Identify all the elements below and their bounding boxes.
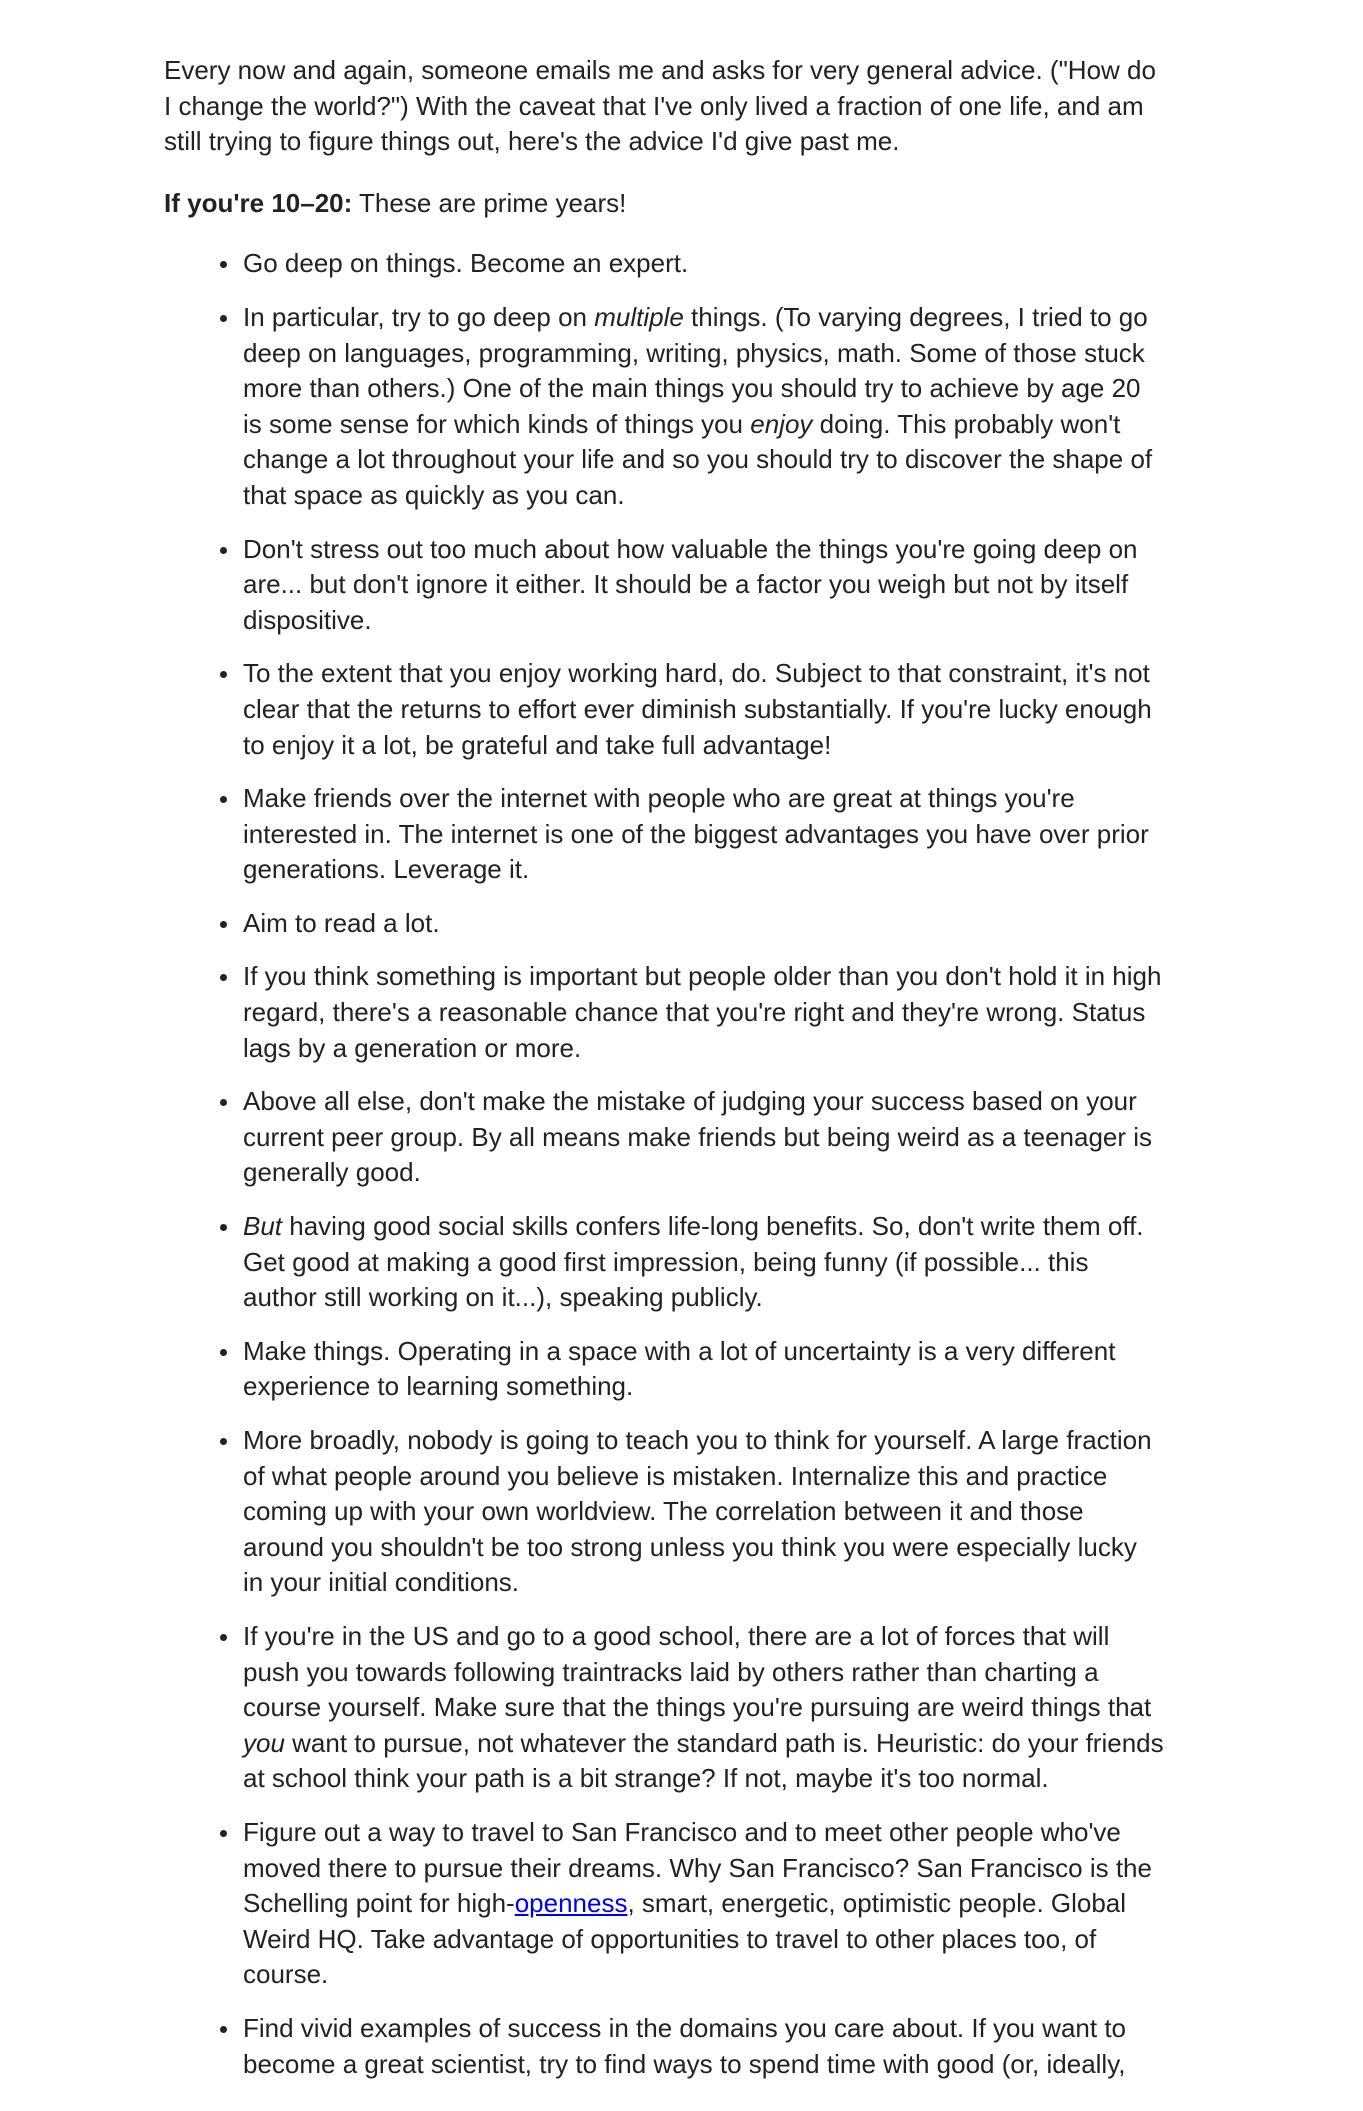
section-subheading: These are prime years!	[352, 187, 627, 218]
advice-item	[243, 1209, 1164, 1316]
item-text: Figure out a way to travel to San Francisco and to meet other people who've moved there to pursue their dreams. Why San Francisco? San Francisco is the Schelling point for high-	[243, 1816, 1152, 1919]
item-text: Find vivid examples of success in the domains you care about. If you want to become a great scientist, try to find ways to spend time with good (or, ideally,	[243, 2012, 1127, 2079]
emphasized-text: enjoy	[750, 408, 813, 439]
item-text: having good social skills confers life-long benefits. So, don't write them off. Get good at making a good first impression, being funny (if possible... this author still working on it...), speaking publicly.	[243, 1211, 1144, 1313]
emphasized-text: multiple	[594, 301, 684, 332]
item-text: Aim to read a lot.	[243, 907, 440, 938]
advice-item	[243, 906, 1164, 942]
item-text: Make friends over the internet with people who are great at things you're interested in. The internet is one of the biggest advantages you have over prior generations. Leverage it.	[243, 783, 1149, 885]
item-text: Above all else, don't make the mistake of judging your success based on your current peer group. By all means make friends but being weird as a teenager is generally good.	[243, 1086, 1153, 1188]
item-text: If you're in the US and go to a good school, there are a lot of forces that will push you towards following traintracks laid by others rather than charting a course yourself. Make sure that the things you're pursuing are weird things that	[243, 1620, 1152, 1723]
advice-list	[164, 246, 1164, 2082]
article-body	[164, 53, 1164, 2100]
item-text: doing. This probably won't change a lot throughout your life and so you should try to discover the shape of that space as quickly as you can.	[243, 408, 1153, 510]
advice-item	[243, 300, 1164, 514]
item-text: things. (To varying degrees, I tried to go deep on languages, programming, writing, physics, math. Some of those stuck more than others.) One of the main things you should try to achieve by age 20 is some sense for which kinds of things you	[243, 301, 1148, 439]
advice-item	[243, 781, 1164, 888]
advice-item	[243, 1423, 1164, 1601]
item-text: want to pursue, not whatever the standard path is. Heuristic: do your friends at school think your path is a bit strange? If not, maybe it's too normal.	[243, 1727, 1164, 1794]
section-heading	[164, 186, 1164, 222]
item-text: In particular, try to go deep on	[243, 301, 595, 332]
item-text: To the extent that you enjoy working hard, do. Subject to that constraint, it's not clear that the returns to effort ever diminish substantially. If you're lucky enough to enjoy it a lot, be grateful and take full advantage!	[243, 658, 1152, 760]
advice-item	[243, 1084, 1164, 1191]
advice-item	[243, 1619, 1164, 1797]
intro-paragraph: Every now and again, someone emails me and asks for very general advice. ("How do I change the world?") With the caveat that I've only lived a fraction of one life, and am still trying to figure things out, here's the advice I'd give past me.	[164, 55, 1156, 157]
advice-item	[243, 1334, 1164, 1405]
emphasized-text: But	[243, 1211, 283, 1242]
openness-link[interactable]: openness	[514, 1888, 628, 1919]
item-text: Go deep on things. Become an expert.	[243, 248, 689, 279]
item-text: Don't stress out too much about how valuable the things you're going deep on are... but don't ignore it either. It should be a factor you weigh but not by itself dispositive.	[243, 533, 1138, 635]
item-text: , smart, energetic, optimistic people. Global Weird HQ. Take advantage of opportunities to travel to other places too, of course.	[243, 1888, 1127, 1990]
item-text: If you think something is important but people older than you don't hold it in high regard, there's a reasonable chance that you're right and they're wrong. Status lags by a generation or more.	[243, 961, 1162, 1063]
advice-item	[243, 2011, 1164, 2082]
age-range-label: If you're 10–20:	[164, 187, 353, 218]
emphasized-text: you	[243, 1727, 285, 1758]
advice-item	[243, 532, 1164, 639]
advice-item	[243, 1815, 1164, 1993]
advice-item	[243, 246, 1164, 282]
advice-item	[243, 959, 1164, 1066]
advice-item	[243, 656, 1164, 763]
item-text: Make things. Operating in a space with a lot of uncertainty is a very different experience to learning something.	[243, 1335, 1116, 1402]
item-text: More broadly, nobody is going to teach you to think for yourself. A large fraction of what people around you believe is mistaken. Internalize this and practice coming up with your own worldview. The correlation between it and those around you shouldn't be too strong unless you think you were especially lucky in your initial conditions.	[243, 1425, 1152, 1598]
